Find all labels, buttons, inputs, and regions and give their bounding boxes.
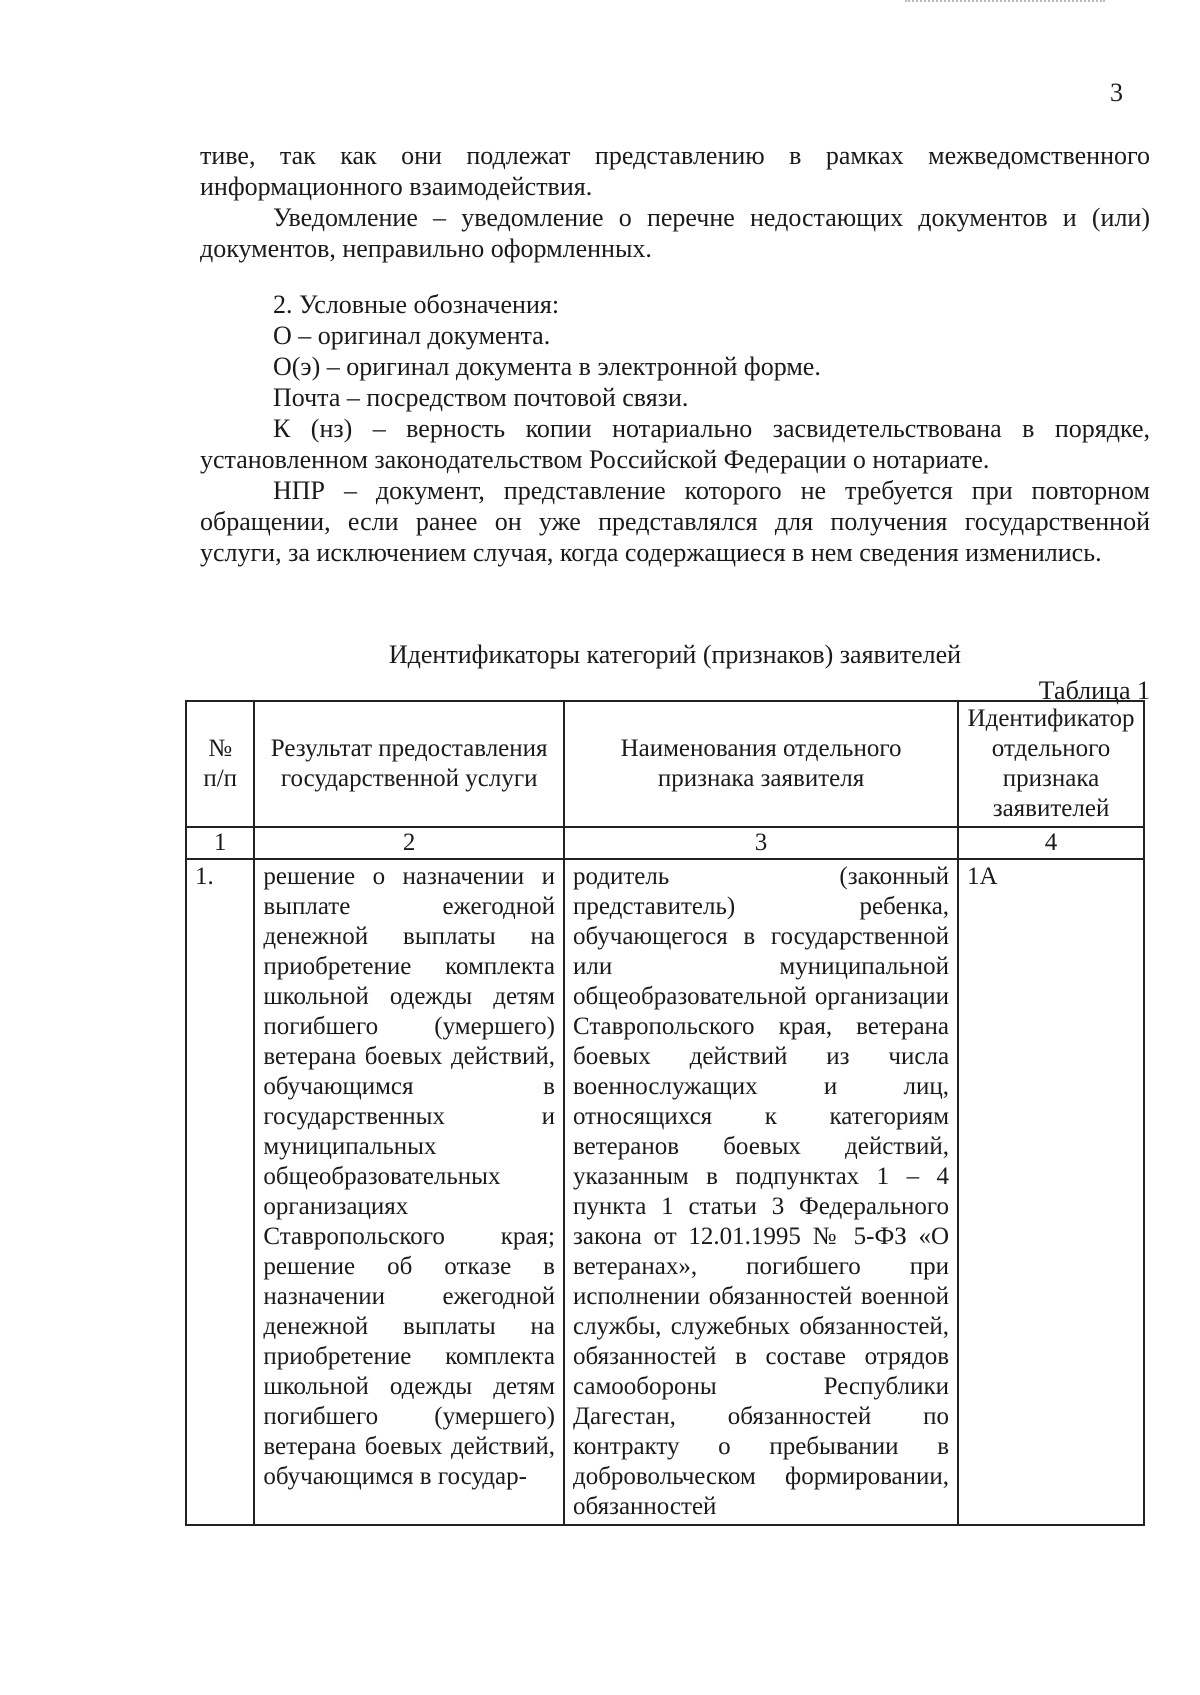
row-applicant-attribute: родитель (законный представитель) ребенка, обучающегося в государственной или муниципальной общеобразовательной организации Ставропольского края, ветерана боевых действий из числа военнослужащих и лиц, относящихся к категориям ветеранов боевых действий, указанным в подпунктах 1 – 4 пункта 1 статьи 3 Федерального закона от 12.01.1995 № 5-ФЗ «О ветеранах», погибшего при исполнении обязанностей военной службы, служебных обязанностей, обязанностей в составе отрядов самообороны Республики Дагестан, обязанностей по контракту о пребывании в добровольческом формировании, обязанностей — [564, 859, 958, 1525]
table-column-numbers-row — [186, 827, 1144, 859]
header-number: № п/п — [186, 701, 254, 827]
body-text — [200, 140, 1150, 568]
table-title: Идентификаторы категорий (признаков) заявителей — [388, 640, 962, 669]
header-identifier: Идентификатор отдельного признака заявителей — [958, 701, 1144, 827]
column-number: 1 — [186, 827, 254, 859]
paragraph-legend-heading: 2. Условные обозначения: — [273, 290, 560, 319]
row-number: 1. — [186, 859, 254, 1525]
column-number: 4 — [958, 827, 1144, 859]
scan-artifact — [905, 0, 1105, 8]
table-row — [186, 859, 1144, 1525]
paragraph-legend-notarized: К (нз) – верность копии нотариально засвидетельствована в порядке, установленном законодательством Российской Федерации о нотариате. — [200, 414, 1150, 474]
column-number: 2 — [254, 827, 564, 859]
table-header-row — [186, 701, 1144, 827]
paragraph-legend-electronic: О(э) – оригинал документа в электронной форме. — [273, 352, 821, 381]
paragraph-continuation: тиве, так как они подлежат представлению в рамках межведомственного информационного взаимодействия. — [200, 141, 1150, 201]
header-applicant-attribute: Наименования отдельного признака заявителя — [564, 701, 958, 827]
identifiers-table — [185, 700, 1145, 1526]
row-result: решение о назначении и выплате ежегодной денежной выплаты на приобретение комплекта школьной одежды детям погибшего (умершего) ветерана боевых действий, обучающимся в государственных и муниципальных общеобразовательных организациях Ставропольского края; решение об отказе в назначении ежегодной денежной выплаты на приобретение комплекта школьной одежды детям погибшего (умершего) ветерана боевых действий, обучающимся в государ- — [254, 859, 564, 1525]
column-number: 3 — [564, 827, 958, 859]
page-number: 3 — [1110, 78, 1123, 107]
paragraph-notification: Уведомление – уведомление о перечне недостающих документов и (или) документов, неправильно оформленных. — [200, 203, 1150, 263]
header-result: Результат предоставления государственной услуги — [254, 701, 564, 827]
paragraph-legend-mail: Почта – посредством почтовой связи. — [273, 383, 689, 412]
table-label: Таблица 1 — [1038, 676, 1150, 705]
paragraph-legend-original: О – оригинал документа. — [273, 321, 551, 350]
row-identifier: 1А — [958, 859, 1144, 1525]
paragraph-legend-npr: НПР – документ, представление которого не требуется при повторном обращении, если ранее он уже представлялся для получения государственной услуги, за исключением случая, когда содержащиеся в нем сведения изменились. — [200, 476, 1150, 567]
